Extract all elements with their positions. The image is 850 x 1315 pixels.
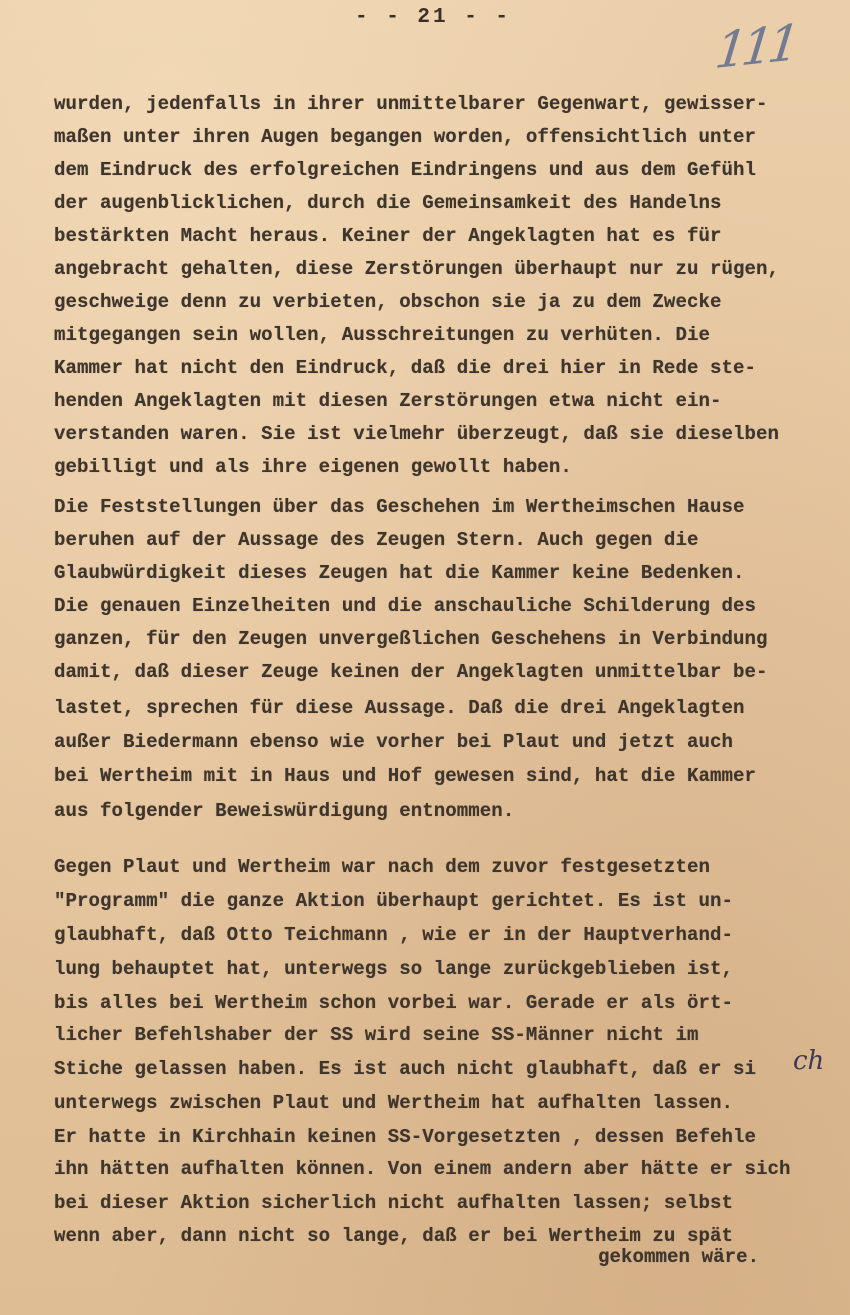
text-line: Gegen Plaut und Wertheim war nach dem zuvor festgesetzten [54,856,710,878]
text-line: Er hatte in Kirchhain keinen SS-Vorgesetzten , dessen Befehle [54,1126,756,1148]
text-line: bis alles bei Wertheim schon vorbei war. Gerade er als ört- [54,992,733,1014]
text-line: licher Befehlshaber der SS wird seine SS-Männer nicht im [54,1024,699,1046]
text-line: dem Eindruck des erfolgreichen Eindringens und aus dem Gefühl [54,159,756,181]
text-line: ihn hätten aufhalten können. Von einem andern aber hätte er sich [54,1158,791,1180]
text-line: Die Feststellungen über das Geschehen im Wertheimschen Hause [54,496,745,518]
text-line: damit, daß dieser Zeuge keinen der Angeklagten unmittelbar be- [54,661,768,683]
text-line: bei dieser Aktion sicherlich nicht aufhalten lassen; selbst [54,1192,733,1214]
text-line: maßen unter ihren Augen begangen worden, offensichtlich unter [54,126,756,148]
text-line: Kammer hat nicht den Eindruck, daß die drei hier in Rede ste- [54,357,756,379]
text-line: unterwegs zwischen Plaut und Wertheim hat aufhalten lassen. [54,1092,733,1114]
handwritten-correction: ch [793,1046,825,1076]
text-line: angebracht gehalten, diese Zerstörungen überhaupt nur zu rügen, [54,258,780,280]
text-line: mitgegangen sein wollen, Ausschreitungen zu verhüten. Die [54,324,710,346]
text-line: geschweige denn zu verbieten, obschon sie ja zu dem Zwecke [54,291,722,313]
text-line: der augenblicklichen, durch die Gemeinsamkeit des Handelns [54,192,722,214]
text-line: Stiche gelassen haben. Es ist auch nicht glaubhaft, daß er si [54,1058,756,1080]
page-number: - - 21 - - [355,6,512,29]
text-line: henden Angeklagten mit diesen Zerstörungen etwa nicht ein- [54,390,722,412]
text-line: Glaubwürdigkeit dieses Zeugen hat die Kammer keine Bedenken. [54,562,745,584]
text-line: außer Biedermann ebenso wie vorher bei Plaut und jetzt auch [54,731,733,753]
text-line: aus folgender Beweiswürdigung entnommen. [54,800,515,822]
text-line: "Programm" die ganze Aktion überhaupt gerichtet. Es ist un- [54,890,733,912]
text-line: glaubhaft, daß Otto Teichmann , wie er in der Hauptverhand- [54,924,733,946]
text-line: bestärkten Macht heraus. Keiner der Angeklagten hat es für [54,225,722,247]
text-line: wenn aber, dann nicht so lange, daß er bei Wertheim zu spät [54,1225,733,1247]
text-line: lastet, sprechen für diese Aussage. Daß die drei Angeklagten [54,697,745,719]
text-line: Die genauen Einzelheiten und die anschauliche Schilderung des [54,595,756,617]
text-line: gekommen wäre. [598,1246,760,1268]
text-line: lung behauptet hat, unterwegs so lange zurückgeblieben ist, [54,958,733,980]
handwritten-folio-number: 111 [712,14,798,80]
text-line: gebilligt und als ihre eigenen gewollt haben. [54,456,572,478]
text-line: verstanden waren. Sie ist vielmehr überzeugt, daß sie dieselben [54,423,780,445]
text-line: bei Wertheim mit in Haus und Hof gewesen sind, hat die Kammer [54,765,756,787]
text-line: wurden, jedenfalls in ihrer unmittelbarer Gegenwart, gewisser- [54,93,768,115]
text-line: ganzen, für den Zeugen unvergeßlichen Geschehens in Verbindung [54,628,768,650]
text-line: beruhen auf der Aussage des Zeugen Stern. Auch gegen die [54,529,699,551]
